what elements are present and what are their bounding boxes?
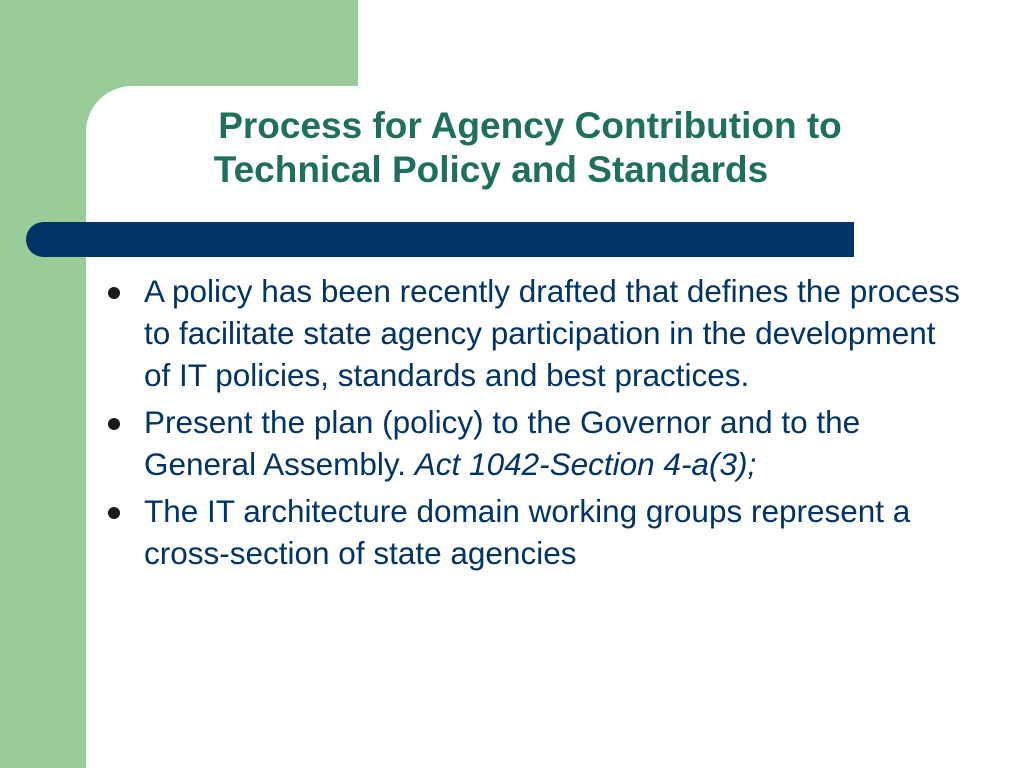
bullet-text: A policy has been recently drafted that defines the process to facilitate state agency participation in the development of IT policies, standards and best practices.	[144, 273, 961, 393]
bullet-text: Present the plan (policy) to the Governor and to the General Assembly.	[144, 404, 861, 482]
bullet-text: The IT architecture domain working groups represent a cross-section of state agencies	[144, 493, 911, 571]
title-divider-bar	[26, 222, 854, 257]
bullet-list	[106, 270, 966, 579]
slide-title	[100, 104, 960, 192]
bullet-item	[106, 401, 966, 485]
bullet-item	[106, 490, 966, 574]
title-line-1: Process for Agency Contribution to	[218, 105, 842, 146]
bullet-dot-icon	[108, 287, 120, 299]
bullet-citation: Act 1042-Section 4-a(3);	[414, 446, 757, 482]
bullet-dot-icon	[108, 418, 120, 430]
bullet-item	[106, 270, 966, 396]
title-line-2: Technical Policy and Standards	[213, 149, 769, 190]
bullet-dot-icon	[108, 507, 120, 519]
